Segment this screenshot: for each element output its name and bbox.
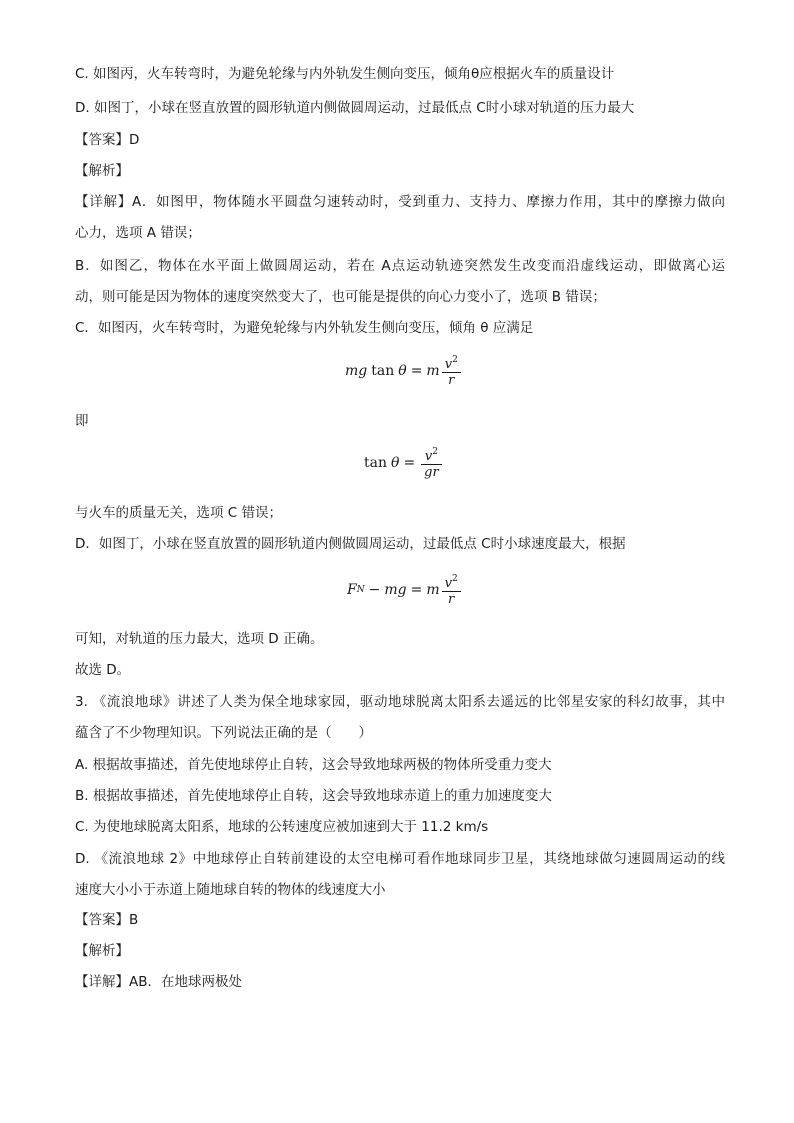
choose-d-line: 故选 D。 xyxy=(75,662,131,678)
q3-analysis-label: 【解析】 xyxy=(75,943,129,959)
equation-tan-theta xyxy=(364,445,442,481)
q3-option-d-line-2: 速度大小小于赤道上随地球自转的物体的线速度大小 xyxy=(75,882,386,898)
eq2-theta: θ xyxy=(391,455,400,471)
q3-option-c: C. 为使地球脱离太阳系，地球的公转速度应被加速到大于 11.2 km/s xyxy=(75,819,489,835)
eq1-tan: tan xyxy=(371,363,395,379)
eq3-minus: − xyxy=(368,582,381,598)
eq2-fraction xyxy=(421,445,442,481)
eq2-den: gr xyxy=(424,465,439,480)
eq2-exp: 2 xyxy=(432,447,438,457)
detail-a-line-1: 【详解】A．如图甲，物体随水平圆盘匀速转动时，受到重力、支持力、摩擦力作用，其中的摩擦力做向 xyxy=(75,194,725,210)
question-3-line-2: 蕴含了不少物理知识。下列说法正确的是（ ） xyxy=(75,725,372,741)
q3-option-a: A. 根据故事描述，首先使地球停止自转，这会导致地球两极的物体所受重力变大 xyxy=(75,757,552,773)
detail-c-line-1: C．如图丙，火车转弯时，为避免轮缘与内外轨发生侧向变压，倾角 θ 应满足 xyxy=(75,320,534,336)
eq1-num: v xyxy=(444,357,453,372)
mass-independent-line: 与火车的质量无关，选项 C 错误； xyxy=(75,505,283,521)
question-3-line-1: 3. 《流浪地球》讲述了人类为保全地球家园，驱动地球脱离太阳系去遥远的比邻星安家的科幻故事，其中 xyxy=(75,694,725,710)
eq1-m: m xyxy=(426,363,440,379)
analysis-label: 【解析】 xyxy=(75,163,129,179)
eq3-equals: = xyxy=(410,582,423,598)
q3-option-b: B. 根据故事描述，首先使地球停止自转，这会导致地球赤道上的重力加速度变大 xyxy=(75,788,552,804)
option-d-line: D. 如图丁，小球在竖直放置的圆形轨道内侧做圆周运动，过最低点 C时小球对轨道的压力最大 xyxy=(75,100,635,116)
detail-d-line-2: 可知，对轨道的压力最大，选项 D 正确。 xyxy=(75,631,324,647)
eq3-fraction xyxy=(442,572,461,608)
q3-answer-label: 【答案】B xyxy=(75,912,139,928)
ji-line: 即 xyxy=(75,413,89,429)
eq2-num: v xyxy=(424,449,433,464)
eq2-tan: tan xyxy=(364,455,387,471)
eq3-num: v xyxy=(444,576,452,591)
detail-b-line-1: B．如图乙，物体在水平面上做圆周运动，若在 A点运动轨迹突然发生改变而沿虚线运动，即做离心运 xyxy=(75,258,725,274)
answer-label: 【答案】D xyxy=(75,132,140,148)
eq3-mg: mg xyxy=(384,582,407,598)
eq3-m: m xyxy=(426,582,440,598)
eq3-den: r xyxy=(448,592,455,607)
eq2-equals: = xyxy=(403,455,416,471)
detail-d-line-1: D．如图丁，小球在竖直放置的圆形轨道内侧做圆周运动，过最低点 C时小球速度最大，根据 xyxy=(75,536,626,552)
q3-detail-ab-line: 【详解】AB．在地球两极处 xyxy=(75,974,242,990)
eq3-f: F xyxy=(347,582,357,598)
eq1-theta: θ xyxy=(398,363,407,379)
eq1-fraction xyxy=(442,353,461,389)
detail-a-line-2: 心力，选项 A 错误； xyxy=(75,225,201,241)
eq3-fsub: N xyxy=(356,585,365,595)
eq3-exp: 2 xyxy=(451,574,458,584)
equation-centripetal-tan xyxy=(345,353,461,389)
equation-normal-force xyxy=(347,572,461,608)
option-c-line: C. 如图丙，火车转弯时，为避免轮缘与内外轨发生侧向变压，倾角θ应根据火车的质量设计 xyxy=(75,66,615,82)
detail-b-line-2: 动，则可能是因为物体的速度突然变大了，也可能是提供的向心力变小了，选项 B 错误； xyxy=(75,289,606,305)
eq1-den: r xyxy=(448,373,455,388)
q3-option-d-line-1: D. 《流浪地球 2》中地球停止自转前建设的太空电梯可看作地球同步卫星，其绕地球做匀速圆周运动的线 xyxy=(75,851,725,867)
eq1-exp: 2 xyxy=(452,355,458,365)
eq1-mg: mg xyxy=(345,363,368,379)
eq1-equals: = xyxy=(410,363,423,379)
